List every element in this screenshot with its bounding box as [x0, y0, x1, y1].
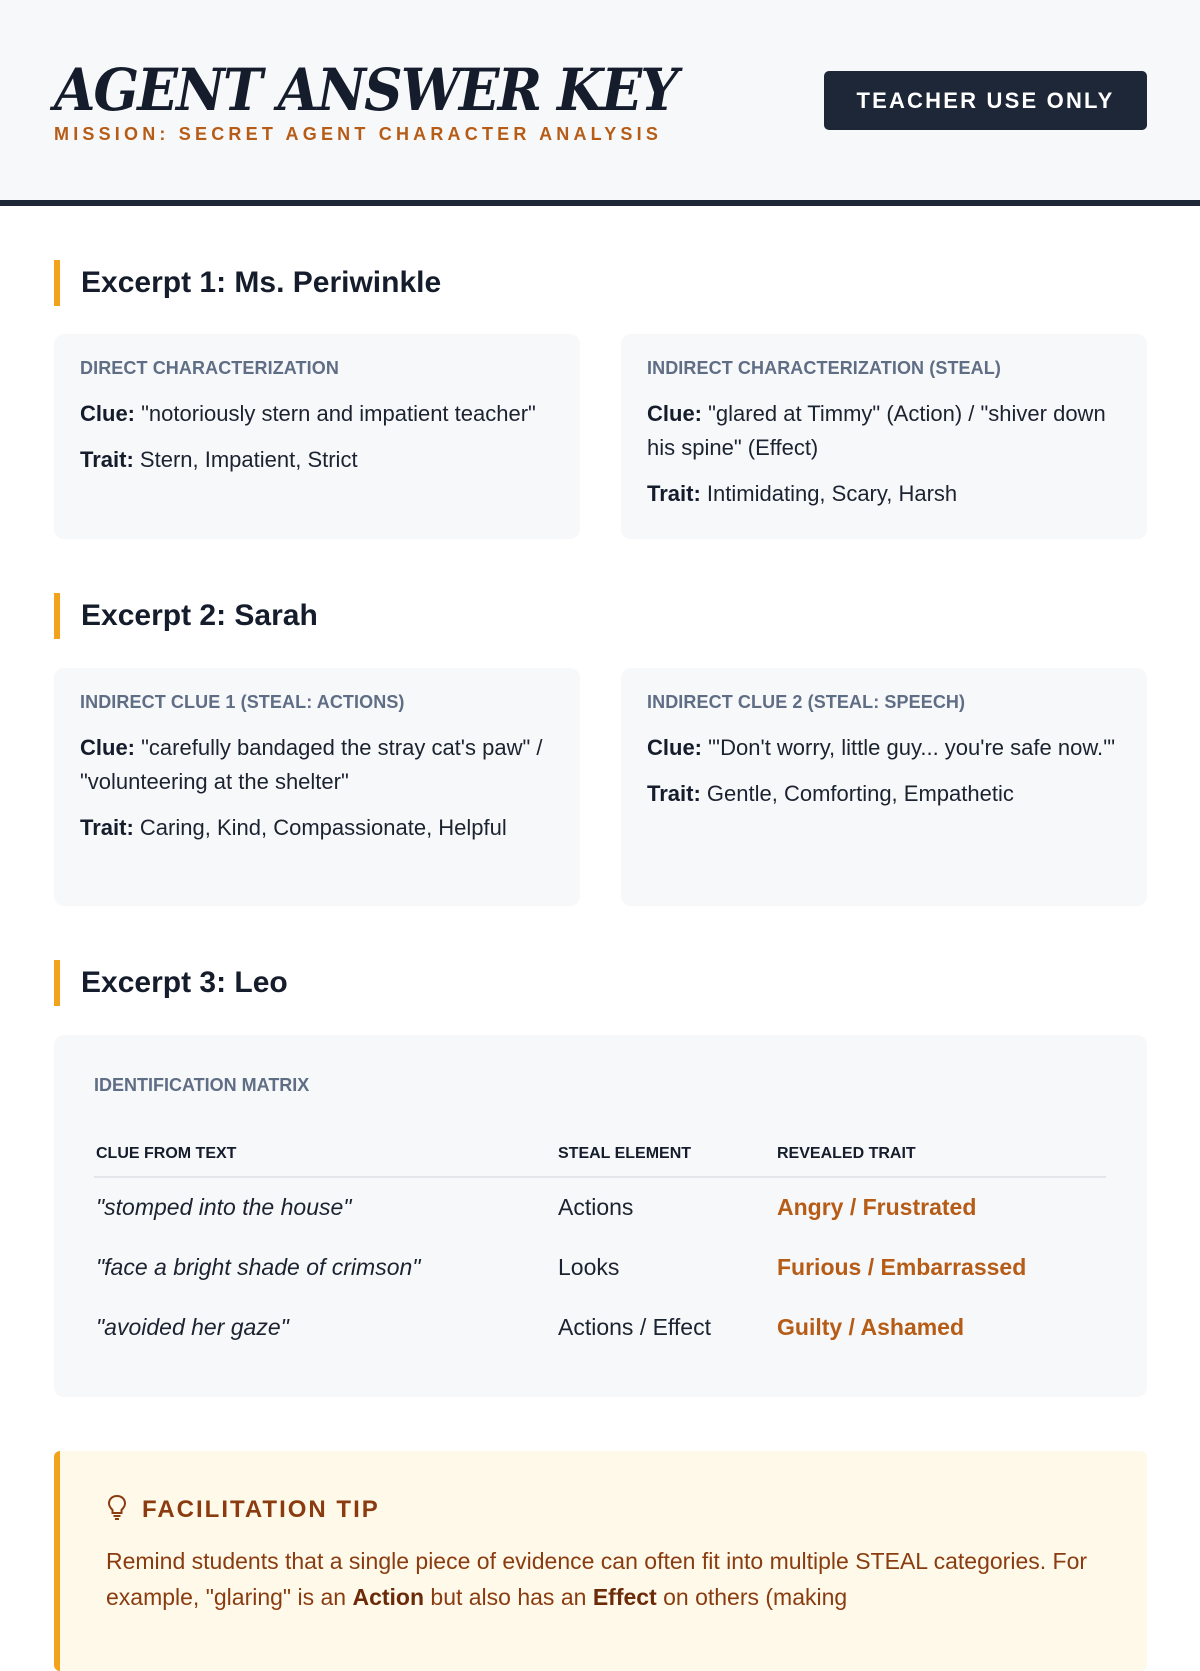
identification-matrix-card	[54, 1035, 1147, 1397]
excerpt-2-clue-2-card	[621, 668, 1147, 906]
table-header-row	[94, 1131, 1106, 1177]
facilitation-tip-box	[54, 1451, 1147, 1671]
excerpt-1-heading: Excerpt 1: Ms. Periwinkle	[54, 260, 441, 306]
trait-label: Trait:	[647, 781, 701, 806]
column-header-steal-element: STEAL ELEMENT	[556, 1131, 775, 1177]
column-header-clue: CLUE FROM TEXT	[94, 1131, 556, 1177]
clue-value: "notoriously stern and impatient teacher"	[141, 401, 536, 426]
clue-cell: "stomped into the house"	[96, 1194, 352, 1220]
clue-cell: "face a bright shade of crimson"	[96, 1253, 421, 1280]
page-header	[0, 0, 1200, 206]
identification-matrix-table	[94, 1131, 1106, 1357]
clue-label: Clue:	[647, 401, 702, 426]
steal-element-cell: Actions	[558, 1194, 634, 1220]
clue-text	[647, 397, 1121, 465]
clue-cell: "avoided her gaze"	[96, 1313, 289, 1340]
trait-label: Trait:	[80, 815, 134, 840]
tip-emphasis: Effect	[592, 1584, 657, 1610]
column-header-revealed-trait: REVEALED TRAIT	[775, 1131, 1106, 1177]
clue-text	[80, 731, 554, 799]
card-label: INDIRECT CHARACTERIZATION (STEAL)	[647, 358, 1001, 378]
revealed-trait-cell: Angry / Frustrated	[777, 1194, 977, 1220]
excerpt-3-heading: Excerpt 3: Leo	[54, 960, 288, 1006]
page-title: AGENT ANSWER KEY	[54, 56, 677, 124]
clue-value: "carefully bandaged the stray cat's paw" / "volunteering at the shelter"	[80, 735, 543, 794]
matrix-label: IDENTIFICATION MATRIX	[94, 1075, 310, 1095]
trait-value: Gentle, Comforting, Empathetic	[706, 781, 1014, 806]
revealed-trait-cell: Furious / Embarrassed	[777, 1253, 1027, 1280]
trait-label: Trait:	[647, 481, 701, 506]
trait-text	[647, 477, 1121, 511]
table-row	[94, 1177, 1106, 1237]
table-row	[94, 1297, 1106, 1357]
tip-heading	[106, 1494, 380, 1525]
lightbulb-icon	[106, 1494, 128, 1525]
trait-text	[647, 777, 1121, 811]
tip-title: FACILITATION TIP	[142, 1495, 380, 1523]
clue-value: "'Don't worry, little guy... you're safe now.'"	[708, 735, 1116, 760]
teacher-use-badge: TEACHER USE ONLY	[824, 71, 1147, 130]
trait-label: Trait:	[80, 447, 134, 472]
excerpt-1-indirect-card	[621, 334, 1147, 539]
excerpt-2-heading: Excerpt 2: Sarah	[54, 593, 318, 639]
card-label: INDIRECT CLUE 1 (STEAL: ACTIONS)	[80, 692, 405, 712]
tip-body	[106, 1543, 1106, 1615]
tip-text: Remind students that a single piece of evidence can often fit into multiple STEAL categories. For example, "glaring" is an	[106, 1548, 1088, 1610]
trait-text	[80, 443, 554, 477]
tip-emphasis: Action	[352, 1584, 425, 1610]
tip-text: on others (making	[656, 1584, 848, 1610]
trait-value: Intimidating, Scary, Harsh	[706, 481, 958, 506]
clue-text	[80, 397, 554, 431]
trait-text	[80, 811, 554, 845]
clue-label: Clue:	[80, 735, 135, 760]
tip-text: but also has an	[424, 1584, 593, 1610]
card-label: DIRECT CHARACTERIZATION	[80, 358, 339, 378]
clue-label: Clue:	[647, 735, 702, 760]
excerpt-2-clue-1-card	[54, 668, 580, 906]
page-subtitle: MISSION: SECRET AGENT CHARACTER ANALYSIS	[54, 124, 663, 144]
steal-element-cell: Looks	[558, 1253, 620, 1280]
steal-element-cell: Actions / Effect	[558, 1313, 711, 1340]
clue-text	[647, 731, 1121, 765]
revealed-trait-cell: Guilty / Ashamed	[777, 1313, 965, 1340]
trait-value: Caring, Kind, Compassionate, Helpful	[139, 815, 507, 840]
excerpt-1-direct-card	[54, 334, 580, 539]
table-row	[94, 1237, 1106, 1297]
trait-value: Stern, Impatient, Strict	[139, 447, 358, 472]
card-label: INDIRECT CLUE 2 (STEAL: SPEECH)	[647, 692, 966, 712]
clue-value: "glared at Timmy" (Action) / "shiver down his spine" (Effect)	[647, 401, 1106, 460]
clue-label: Clue:	[80, 401, 135, 426]
